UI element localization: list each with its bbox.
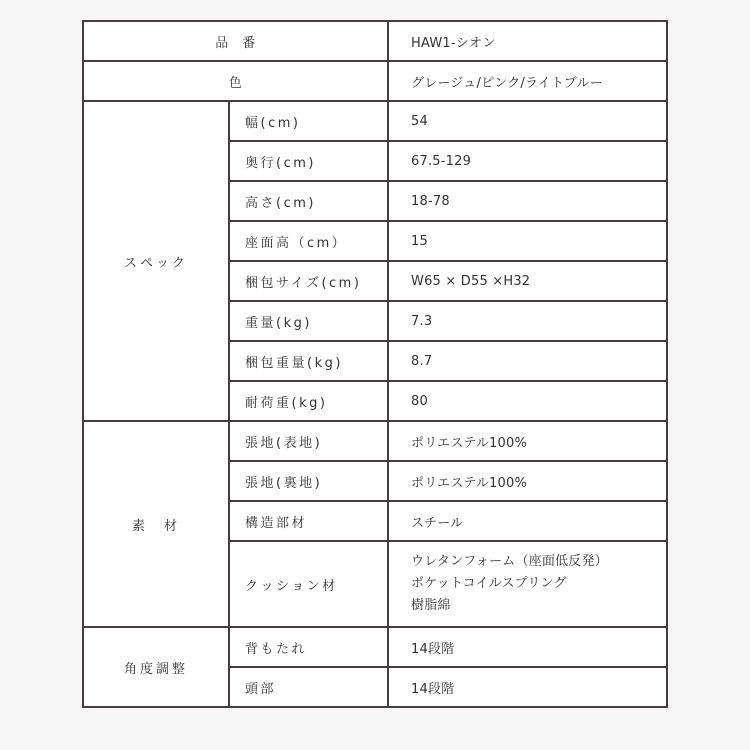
spec-label-seat-height: 座面高（cm） xyxy=(229,221,388,261)
cushion-material-line: 樹脂綿 xyxy=(411,598,451,613)
material-label-cushion: クッション材 xyxy=(229,541,388,627)
product-spec-table xyxy=(82,20,668,708)
color-label: 色 xyxy=(83,61,388,101)
material-label-frame: 構造部材 xyxy=(229,501,388,541)
spec-value-weight: 7.3 xyxy=(388,301,667,341)
angle-value-backrest: 14段階 xyxy=(388,627,667,667)
group-label-material: 素 材 xyxy=(83,421,229,627)
product-number-value: HAW1-シオン xyxy=(388,21,667,61)
material-value-cushion xyxy=(388,541,667,627)
spec-label-width: 幅(cm) xyxy=(229,101,388,141)
cushion-material-line: ポケットコイルスプリング xyxy=(411,576,567,591)
spec-label-depth: 奥行(cm) xyxy=(229,141,388,181)
table-row-outer-fabric xyxy=(83,421,667,461)
spec-value-seat-height: 15 xyxy=(388,221,667,261)
spec-label-weight: 重量(kg) xyxy=(229,301,388,341)
cushion-material-line: ウレタンフォーム（座面低反発） xyxy=(411,554,608,569)
material-value-outer-fabric: ポリエステル100% xyxy=(388,421,667,461)
material-label-outer-fabric: 張地(表地) xyxy=(229,421,388,461)
material-value-frame: スチール xyxy=(388,501,667,541)
table-row-color xyxy=(83,61,667,101)
group-label-spec: スペック xyxy=(83,101,229,421)
table-row-backrest xyxy=(83,627,667,667)
angle-value-headrest: 14段階 xyxy=(388,667,667,707)
spec-value-package-weight: 8.7 xyxy=(388,341,667,381)
group-label-angle-adjustment: 角度調整 xyxy=(83,627,229,707)
spec-value-load-capacity: 80 xyxy=(388,381,667,421)
table-row-product-number xyxy=(83,21,667,61)
material-value-lining: ポリエステル100% xyxy=(388,461,667,501)
angle-label-headrest: 頭部 xyxy=(229,667,388,707)
angle-label-backrest: 背もたれ xyxy=(229,627,388,667)
spec-label-package-size: 梱包サイズ(cm) xyxy=(229,261,388,301)
table-row-width xyxy=(83,101,667,141)
spec-label-package-weight: 梱包重量(kg) xyxy=(229,341,388,381)
spec-value-height: 18-78 xyxy=(388,181,667,221)
color-value: グレージュ/ピンク/ライトブルー xyxy=(388,61,667,101)
product-number-label: 品 番 xyxy=(83,21,388,61)
spec-value-depth: 67.5-129 xyxy=(388,141,667,181)
spec-value-package-size: W65 × D55 ×H32 xyxy=(388,261,667,301)
spec-value-width: 54 xyxy=(388,101,667,141)
material-label-lining: 張地(裏地) xyxy=(229,461,388,501)
spec-label-load-capacity: 耐荷重(kg) xyxy=(229,381,388,421)
spec-label-height: 高さ(cm) xyxy=(229,181,388,221)
